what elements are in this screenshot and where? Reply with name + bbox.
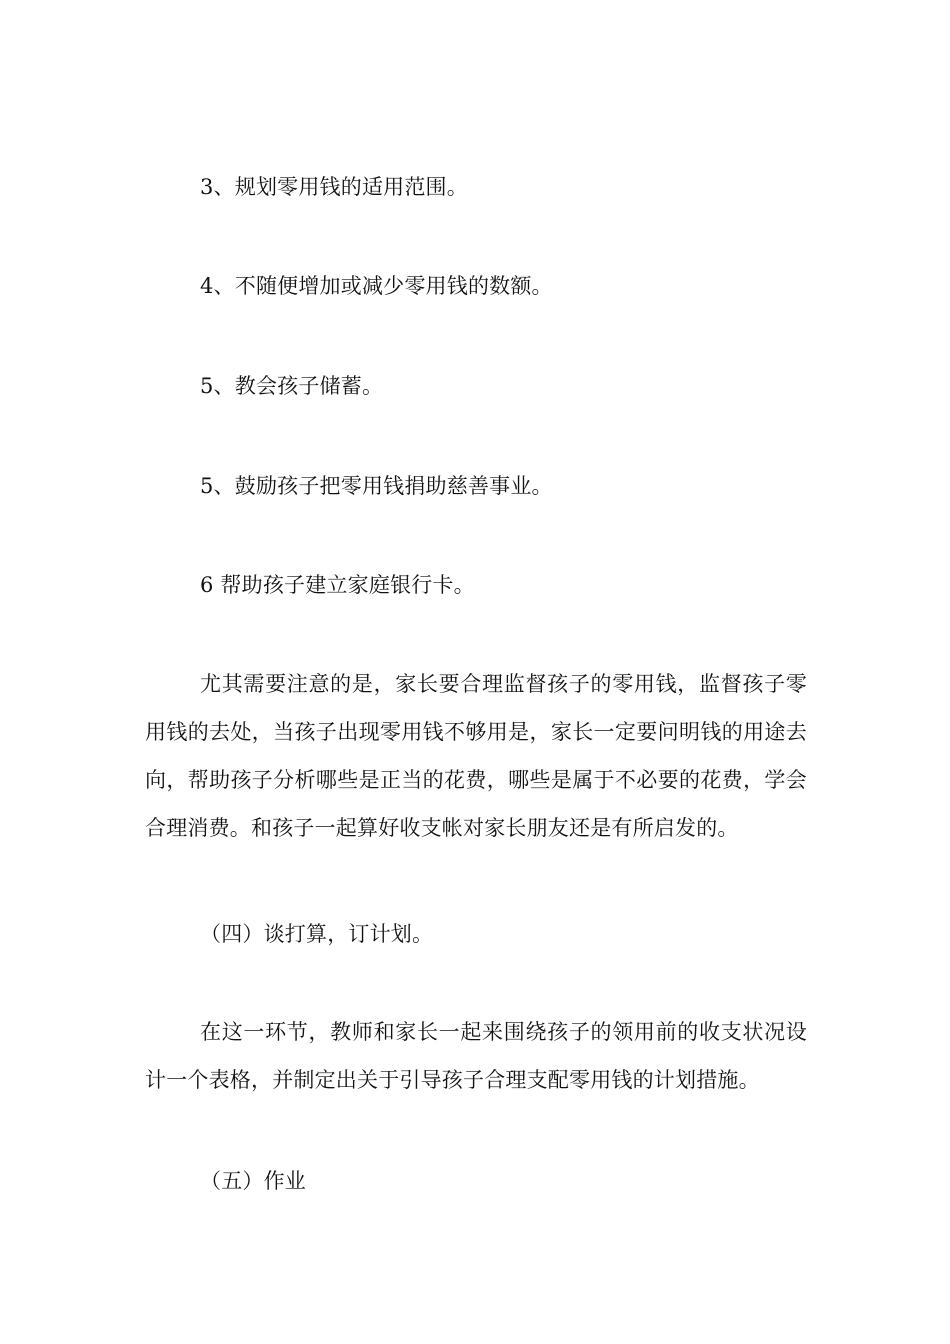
list-item-3: 3、规划零用钱的适用范围。 (200, 175, 468, 199)
section-heading-5: （五）作业 (200, 1169, 306, 1193)
section-heading-4: （四）谈打算，订计划。 (200, 922, 434, 946)
list-item-5b: 5、鼓励孩子把零用钱捐助慈善事业。 (200, 474, 553, 498)
list-item-5a: 5、教会孩子储蓄。 (200, 374, 384, 398)
paragraph-planning: 在这一环节，教师和家长一起来围绕孩子的领用前的收支状况设计一个表格，并制定出关于引导孩子合理支配零用钱的计划措施。 (145, 1020, 807, 1092)
paragraph-supervision: 尤其需要注意的是，家长要合理监督孩子的零用钱，监督孩子零用钱的去处，当孩子出现零用钱不够用是，家长一定要问明钱的用途去向，帮助孩子分析哪些是正当的花费，哪些是属于不必要的花费，学会合理消费。和孩子一起算好收支帐对家长朋友还是有所启发的。 (145, 672, 807, 840)
list-item-4: 4、不随便增加或减少零用钱的数额。 (200, 274, 553, 298)
list-item-6: 6 帮助孩子建立家庭银行卡。 (200, 573, 475, 597)
